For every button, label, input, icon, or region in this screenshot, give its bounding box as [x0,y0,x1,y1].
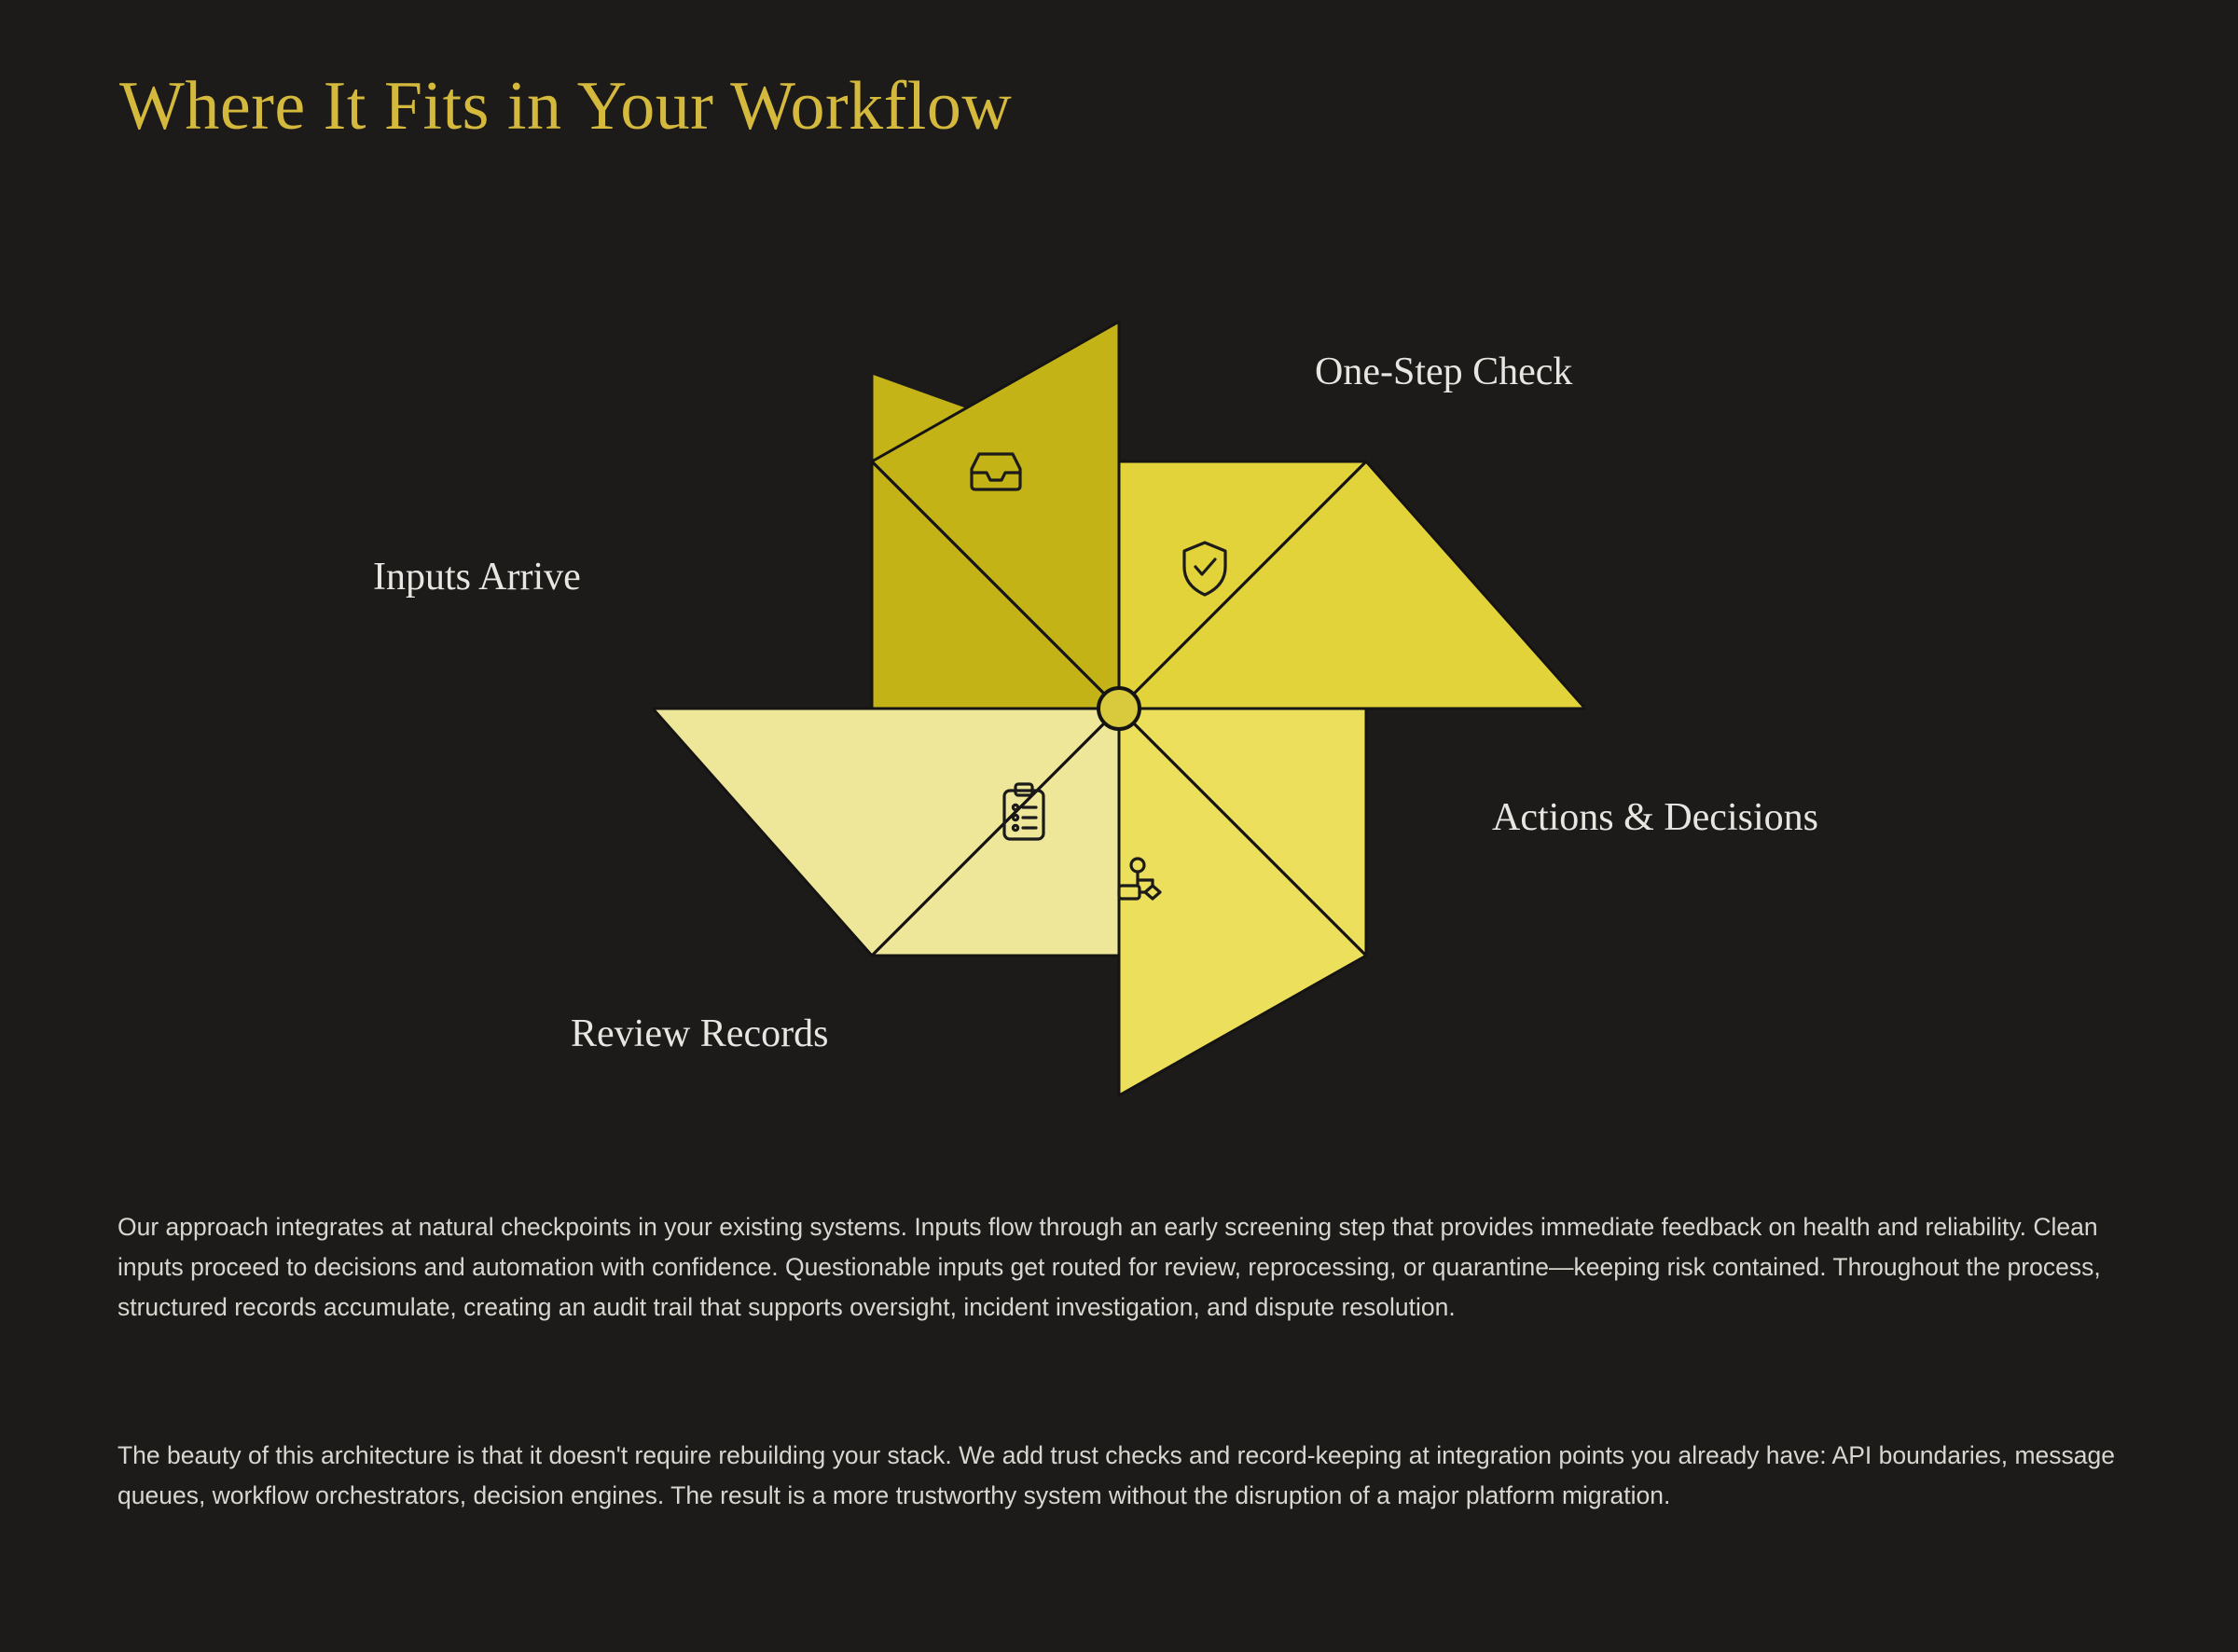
page-title: Where It Fits in Your Workflow [119,68,1013,145]
body-paragraph-1: Our approach integrates at natural checkpoints in your existing systems. Inputs flow through an early screening step that provides immediate feedback on health and reliability. Clean inputs proceed to decisions and automation with confidence. Questionable inputs get routed for review, reprocessing, or quarantine—keeping risk contained. Throughout the process, structured records accumulate, creating an audit trail that supports oversight, incident investigation, and dispute resolution. [117,1213,2101,1321]
label-inputs-arrive: Inputs Arrive [373,556,581,599]
body-paragraph-2: The beauty of this architecture is that it doesn't require rebuilding your stack. We add trust checks and record-keeping at integration points you already have: API boundaries, message queues, workflow orchestrators, decision engines. The result is a more trustworthy system without the disruption of a major platform migration. [117,1441,2115,1509]
pinwheel-diagram [0,214,2238,1175]
label-actions-decisions: Actions & Decisions [1492,796,1818,839]
pinwheel-hub [1098,688,1140,729]
label-review-records: Review Records [571,1012,829,1055]
label-one-step-check: One-Step Check [1315,351,1573,393]
